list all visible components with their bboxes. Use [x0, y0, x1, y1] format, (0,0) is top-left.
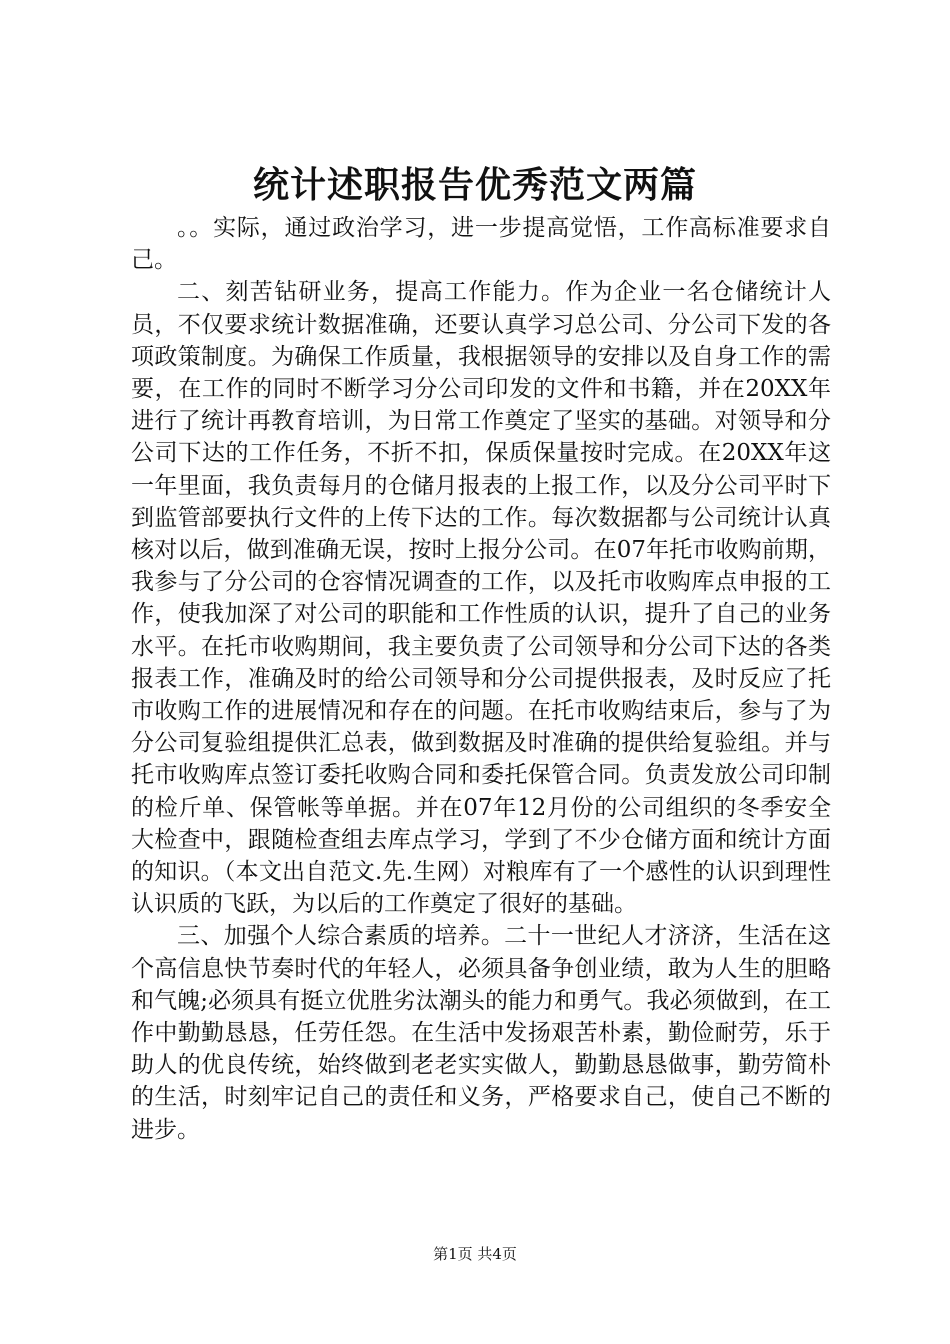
document-body [131, 212, 831, 1146]
document-title: 统计述职报告优秀范文两篇 [252, 165, 697, 206]
body-paragraph-3: 三、加强个人综合素质的培养。二十一世纪人才济济，生活在这个高信息快节奏时代的年轻人，必须具备争创业绩，敢为人生的胆略和气魄;必须具有挺立优胜劣汰潮头的能力和勇气。我必须做到，在工作中勤勤恳恳，任劳任怨。在生活中发扬艰苦朴素，勤俭耐劳，乐于助人的优良传统，始终做到老老实实做人，勤勤恳恳做事，勤劳简朴的生活，时刻牢记自己的责任和义务，严格要求自己，使自己不断的进步。 [131, 923, 831, 1143]
body-paragraph-2: 二、刻苦钻研业务，提高工作能力。作为企业一名仓储统计人员，不仅要求统计数据准确，还要认真学习总公司、分公司下发的各项政策制度。为确保工作质量，我根据领导的安排以及自身工作的需要，在工作的同时不断学习分公司印发的文件和书籍，并在20XX年进行了统计再教育培训，为日常工作奠定了坚实的基础。对领导和分公司下达的工作任务，不折不扣，保质保量按时完成。在20XX年这一年里面，我负责每月的仓储月报表的上报工作，以及分公司平时下到监管部要执行文件的上传下达的工作。每次数据都与公司统计认真核对以后，做到准确无误，按时上报分公司。在07年托市收购前期，我参与了分公司的仓容情况调查的工作，以及托市收购库点申报的工作，使我加深了对公司的职能和工作性质的认识，提升了自己的业务水平。在托市收购期间，我主要负责了公司领导和分公司下达的各类报表工作，准确及时的给公司领导和分公司提供报表，及时反应了托市收购工作的进展情况和存在的问题。在托市收购结束后，参与了为分公司复验组提供汇总表，做到数据及时准确的提供给复验组。并与托市收购库点签订委托收购合同和委托保管合同。负责发放公司印制的检斤单、保管帐等单据。并在07年12月份的公司组织的冬季安全大检查中，跟随检查组去库点学习，学到了不少仓储方面和统计方面的知识。（本文出自范文.先.生网）对粮库有了一个感性的认识到理性认识质的飞跃，为以后的工作奠定了很好的基础。 [131, 279, 831, 918]
body-paragraph-1: 。。实际，通过政治学习，进一步提高觉悟，工作高标准要求自己。 [131, 215, 831, 274]
page-number-footer: 第1页 共4页 [433, 1245, 517, 1263]
